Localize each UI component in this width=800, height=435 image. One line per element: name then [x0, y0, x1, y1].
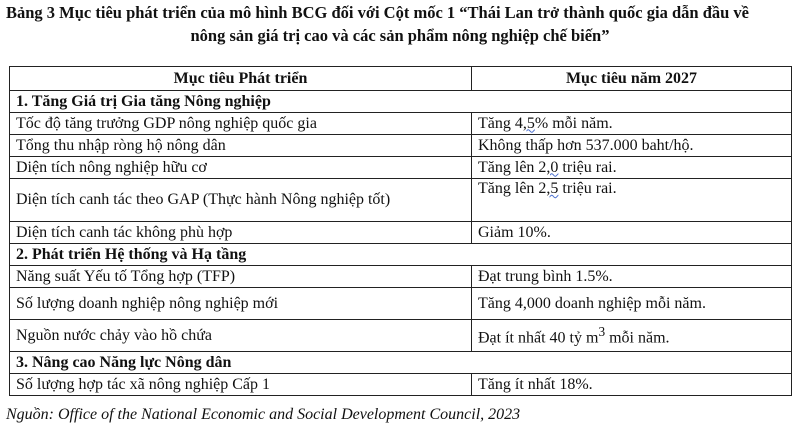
section-row: [10, 352, 792, 374]
target-cell: Tăng 4,5% mỗi năm.: [472, 113, 792, 135]
target-cell: Tăng lên 2,0 triệu rai.: [472, 157, 792, 179]
target-cell: Tăng ít nhất 18%.: [472, 374, 792, 396]
section-title: 2. Phát triển Hệ thống và Hạ tầng: [10, 244, 792, 266]
superscript: 3: [598, 324, 606, 340]
goal-cell: Tốc độ tăng trưởng GDP nông nghiệp quốc gia: [10, 113, 472, 135]
caption-line-2: nông sản giá trị cao và các sản phẩm nông nghiệp chế biến”: [190, 26, 610, 45]
section-title: 1. Tăng Giá trị Gia tăng Nông nghiệp: [10, 91, 792, 113]
header-goal: Mục tiêu Phát triển: [10, 67, 472, 91]
goal-cell: Diện tích canh tác theo GAP (Thực hành Nông nghiệp tốt): [10, 179, 472, 222]
target-cell: Tăng 4,000 doanh nghiệp mỗi năm.: [472, 288, 792, 320]
table-row: [10, 113, 792, 135]
goal-cell: Diện tích canh tác không phù hợp: [10, 222, 472, 244]
table-row: [10, 222, 792, 244]
table-row: [10, 157, 792, 179]
target-cell: Không thấp hơn 537.000 baht/hộ.: [472, 135, 792, 157]
goal-cell: Diện tích nông nghiệp hữu cơ: [10, 157, 472, 179]
section-title: 3. Nâng cao Năng lực Nông dân: [10, 352, 792, 374]
section-row: [10, 244, 792, 266]
goal-cell: Năng suất Yếu tố Tổng hợp (TFP): [10, 266, 472, 288]
header-target-2027: Mục tiêu năm 2027: [472, 67, 792, 91]
target-cell: Đạt trung bình 1.5%.: [472, 266, 792, 288]
target-cell: Tăng lên 2,5 triệu rai.: [472, 179, 792, 222]
table-row: [10, 320, 792, 352]
goal-cell: Nguồn nước chảy vào hồ chứa: [10, 320, 472, 352]
target-cell: Đạt ít nhất 40 tỷ $m^3$ mỗi năm.: [472, 320, 792, 352]
target-cell: Giảm 10%.: [472, 222, 792, 244]
table-header-row: [10, 67, 792, 91]
goal-cell: Số lượng doanh nghiệp nông nghiệp mới: [10, 288, 472, 320]
goal-cell: Số lượng hợp tác xã nông nghiệp Cấp 1: [10, 374, 472, 396]
goals-table: [9, 66, 792, 396]
caption-line-1: Bảng 3 Mục tiêu phát triển của mô hình BCG đối với Cột mốc 1 “Thái Lan trở thành quốc gia dẫn đầu về: [6, 3, 749, 22]
table-row: [10, 179, 792, 222]
goal-cell: Tổng thu nhập ròng hộ nông dân: [10, 135, 472, 157]
table-row: [10, 266, 792, 288]
table-row: [10, 135, 792, 157]
section-row: [10, 91, 792, 113]
source-note: Nguồn: Office of the National Economic and Social Development Council, 2023: [6, 406, 521, 423]
table-row: [10, 288, 792, 320]
table-row: [10, 374, 792, 396]
